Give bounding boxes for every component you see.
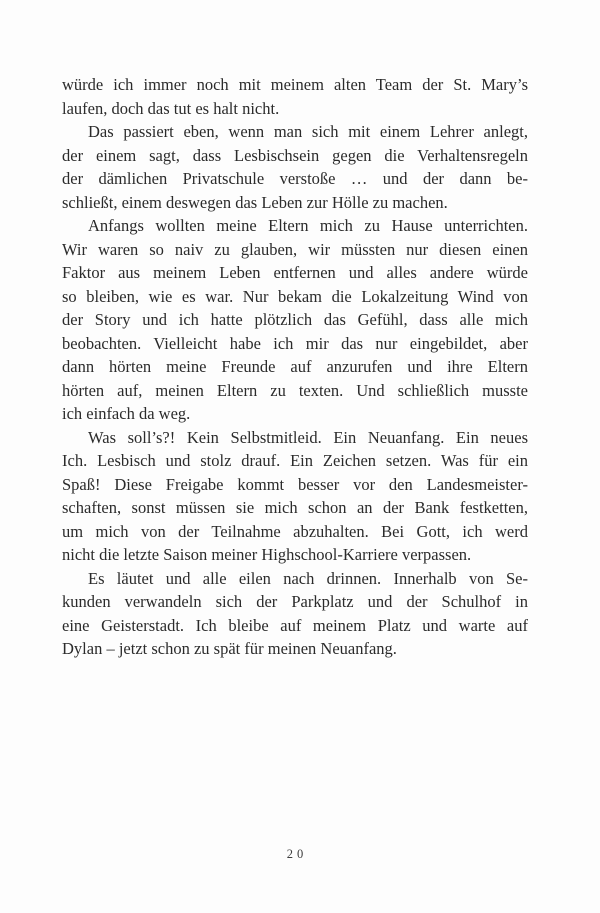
paragraph	[62, 120, 528, 214]
text-line: ich einfach da weg.	[62, 404, 191, 423]
text-block	[62, 73, 528, 661]
text-line: dann hörten meine Freunde auf anzurufen und ihre Eltern	[62, 357, 528, 376]
text-line: Wir waren so naiv zu glauben, wir müssten nur diesen einen	[62, 239, 528, 259]
text-line: Anfangs wollten meine Eltern mich zu Hause unterrichten.	[88, 216, 528, 235]
text-line: Was soll’s?! Kein Selbstmitleid. Ein Neuanfang. Ein neues	[88, 427, 528, 447]
text-line: Faktor aus meinem Leben entfernen und alles andere würde	[62, 263, 528, 282]
text-line: laufen, doch das tut es halt nicht.	[62, 98, 280, 118]
text-line: Dylan – jetzt schon zu spät für meinen Neuanfang.	[62, 639, 397, 658]
text-line: Es läutet und alle eilen nach drinnen. Innerhalb von Se-	[88, 568, 528, 588]
page-number: 20	[286, 847, 308, 861]
text-line: kunden verwandeln sich der Parkplatz und der Schulhof in	[62, 592, 528, 611]
text-line: schaften, sonst müssen sie mich schon an der Bank festketten,	[62, 498, 528, 517]
text-line: hörten auf, meinen Eltern zu texten. Und schließlich musste	[62, 380, 528, 400]
text-line: beobachten. Vielleicht habe ich mir das nur eingebildet, aber	[62, 333, 528, 353]
text-line: Das passiert eben, wenn man sich mit einem Lehrer anlegt,	[88, 122, 528, 141]
text-line: um mich von der Teilnahme abzuhalten. Bei Gott, ich werd	[62, 521, 528, 541]
text-line: nicht die letzte Saison meiner Highschool-Karriere verpassen.	[62, 545, 472, 564]
text-line: der Story und ich hatte plötzlich das Gefühl, dass alle mich	[62, 310, 528, 329]
text-line: Ich. Lesbisch und stolz drauf. Ein Zeichen setzen. Was für ein	[62, 451, 528, 470]
paragraph	[62, 214, 528, 426]
text-line: der dämlichen Privatschule verstoße … und der dann be-	[62, 169, 528, 188]
text-line: so bleiben, wie es war. Nur bekam die Lokalzeitung Wind von	[62, 286, 528, 306]
text-line: Spaß! Diese Freigabe kommt besser vor den Landesmeister-	[62, 474, 528, 494]
text-line: der einem sagt, dass Lesbischsein gegen die Verhaltensregeln	[62, 145, 528, 165]
paragraph	[62, 73, 528, 120]
text-line: schließt, einem deswegen das Leben zur Hölle zu machen.	[62, 192, 448, 212]
paragraph	[62, 567, 528, 661]
text-line: würde ich immer noch mit meinem alten Team der St. Mary’s	[62, 75, 528, 94]
text-line: eine Geisterstadt. Ich bleibe auf meinem Platz und warte auf	[62, 615, 528, 635]
paragraph	[62, 426, 528, 567]
